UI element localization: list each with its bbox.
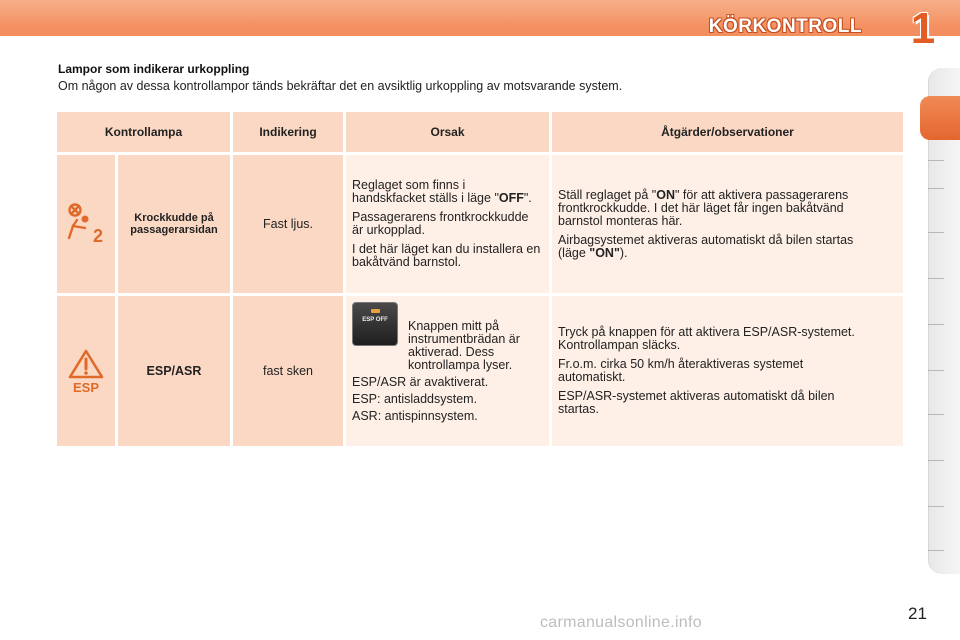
- rail-marker: [928, 506, 944, 507]
- svg-text:ESP: ESP: [72, 380, 100, 394]
- rail-marker: [928, 278, 944, 279]
- column-header-indikering: Indikering: [233, 112, 343, 152]
- svg-text:2: 2: [93, 226, 104, 246]
- esp-off-button-image: [352, 302, 398, 346]
- rail-marker: [928, 460, 944, 461]
- esp-warning-icon: [66, 348, 106, 394]
- watermark: carmanualsonline.info: [540, 614, 702, 631]
- action-airbag-paragraph: Ställ reglaget på "ON" för att aktivera passagerarens frontkrockkudde. I det här läget får ingen bakåtvänd barnstol monteras här.: [558, 187, 849, 228]
- indication-airbag: Fast ljus.: [233, 155, 343, 293]
- esp-button-label: ESP OFF: [362, 317, 388, 323]
- chapter-title: KÖRKONTROLL: [708, 16, 862, 37]
- table-row-airbag-icon-cell: [57, 155, 115, 293]
- rail-marker: [928, 160, 944, 161]
- lamp-name-esp: ESP/ASR: [118, 296, 230, 446]
- cause-airbag: [346, 155, 549, 293]
- cause-airbag-paragraph: Reglaget som finns i handskfacket ställs i läge "OFF".: [352, 178, 532, 205]
- airbag-passenger-off-icon: [63, 202, 109, 246]
- column-header-kontrollampa: Kontrollampa: [57, 112, 230, 152]
- chapter-number: 1: [910, 4, 936, 53]
- indication-esp: fast sken: [233, 296, 343, 446]
- rail-marker: [928, 232, 944, 233]
- rail-marker: [928, 188, 944, 189]
- chapter-tab-rail: [928, 68, 960, 574]
- table-row-esp-icon-cell: [57, 296, 115, 446]
- action-esp: [552, 296, 903, 446]
- cause-esp-paragraph: Knappen mitt på instrumentbrädan är aktiverad. Dess kontrollampa lyser.: [408, 319, 520, 372]
- cause-esp-paragraph: ESP: antisladdsystem.: [352, 392, 478, 406]
- rail-marker: [928, 550, 944, 551]
- esp-button-led: [371, 309, 380, 313]
- column-header-atgarder: Åtgärder/observationer: [552, 112, 903, 152]
- cause-esp-paragraph: ESP/ASR är avaktiverat.: [352, 375, 489, 389]
- rail-marker: [928, 370, 944, 371]
- cause-airbag-paragraph: I det här läget kan du installera en bakåtvänd barnstol.: [352, 242, 541, 269]
- active-chapter-tab[interactable]: [920, 96, 960, 140]
- action-airbag: [552, 155, 903, 293]
- cause-airbag-paragraph: Passagerarens frontkrockkudde är urkopplad.: [352, 210, 529, 237]
- rail-marker: [928, 414, 944, 415]
- section-intro: Om någon av dessa kontrollampor tänds bekräftar det en avsiktlig urkoppling av motsvarande system.: [58, 79, 623, 93]
- lamp-name-airbag: Krockkudde på passagerarsidan: [118, 155, 230, 293]
- action-airbag-paragraph: Airbagsystemet aktiveras automatiskt då bilen startas (läge "ON").: [558, 232, 854, 260]
- section-title: Lampor som indikerar urkoppling: [58, 62, 250, 76]
- action-esp-paragraph: Tryck på knappen för att aktivera ESP/ASR-systemet. Kontrollampan släcks.: [558, 325, 855, 352]
- action-esp-paragraph: Fr.o.m. cirka 50 km/h återaktiveras systemet automatiskt.: [558, 357, 804, 384]
- column-header-orsak: Orsak: [346, 112, 549, 152]
- page-number: 21: [908, 604, 927, 623]
- action-esp-paragraph: ESP/ASR-systemet aktiveras automatiskt då bilen startas.: [558, 389, 835, 416]
- cause-esp-paragraph: ASR: antispinnsystem.: [352, 409, 478, 423]
- rail-marker: [928, 324, 944, 325]
